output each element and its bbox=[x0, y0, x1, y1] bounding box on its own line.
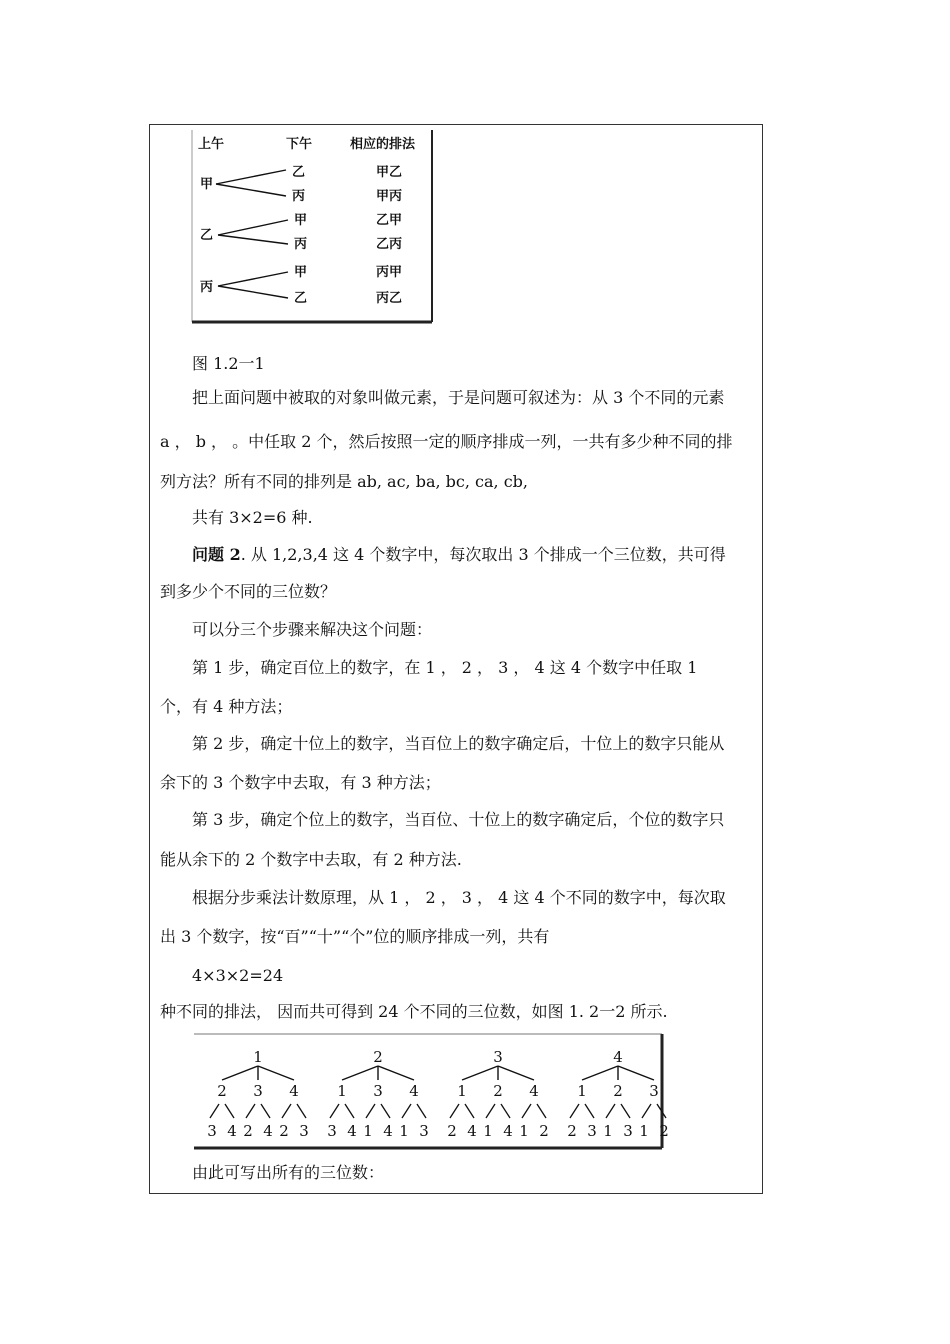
result-label: 甲乙 bbox=[376, 165, 403, 180]
tree-leaf-branch bbox=[225, 1104, 234, 1118]
tree-mid-node: 2 bbox=[217, 1082, 227, 1100]
tree-branch bbox=[222, 1066, 258, 1080]
tree-leaf-branch bbox=[366, 1104, 375, 1118]
tree-leaf: 4 bbox=[347, 1122, 357, 1140]
tree-leaf-branch bbox=[522, 1104, 531, 1118]
tree-mid-node: 1 bbox=[577, 1082, 587, 1100]
tree-leaf: 3 bbox=[299, 1122, 309, 1140]
paragraph-line: 出 3 个数字，按“百”“十”“个”位的顺序排成一列，共有 bbox=[160, 927, 550, 946]
step-1-line: 第 1 步，确定百位上的数字，在 1 ， 2 ， 3 ， 4 这 4 个数字中任取 1 bbox=[192, 658, 698, 677]
leaf-label: 丙 bbox=[294, 237, 308, 252]
tree-leaf-branch bbox=[261, 1104, 270, 1118]
step-2-line: 余下的 3 个数字中去取，有 3 种方法； bbox=[160, 773, 441, 792]
figure-1-tree-diagram bbox=[190, 126, 434, 326]
tree-leaf-branch bbox=[345, 1104, 354, 1118]
paragraph-line: a ， b ， 。中任取 2 个，然后按照一定的顺序排成一列，一共有多少种不同的排 bbox=[160, 432, 733, 451]
tree-root: 2 bbox=[373, 1048, 383, 1066]
tree-mid-node: 4 bbox=[409, 1082, 419, 1100]
tree-mid-node: 3 bbox=[373, 1082, 383, 1100]
paragraph-line: 可以分三个步骤来解决这个问题： bbox=[192, 620, 433, 639]
tree-leaf-branch bbox=[465, 1104, 474, 1118]
leaf-label: 乙 bbox=[294, 291, 308, 306]
paragraph-line: 由此可写出所有的三位数： bbox=[192, 1163, 385, 1182]
tree-leaf-branch bbox=[282, 1104, 291, 1118]
tree-branch bbox=[582, 1066, 618, 1080]
root-label: 丙 bbox=[200, 280, 214, 295]
tree-mid-node: 2 bbox=[493, 1082, 503, 1100]
tree-branch bbox=[498, 1066, 534, 1080]
step-3-line: 第 3 步，确定个位上的数字，当百位、十位上的数字确定后，个位的数字只 bbox=[192, 810, 725, 829]
tree-leaf-branch bbox=[381, 1104, 390, 1118]
step-2-line: 第 2 步，确定十位上的数字，当百位上的数字确定后，十位上的数字只能从 bbox=[192, 734, 725, 753]
header-arrangement: 相应的排法 bbox=[350, 137, 416, 152]
tree-leaf: 1 bbox=[603, 1122, 613, 1140]
tree-mid-node: 3 bbox=[649, 1082, 659, 1100]
question-2-line bbox=[192, 545, 726, 565]
paragraph-line: 到多少个不同的三位数？ bbox=[160, 582, 337, 601]
tree-leaf: 3 bbox=[587, 1122, 597, 1140]
tree-mid-node: 2 bbox=[613, 1082, 623, 1100]
tree-leaf: 3 bbox=[623, 1122, 633, 1140]
result-label: 丙乙 bbox=[376, 291, 403, 306]
tree-leaf: 1 bbox=[363, 1122, 373, 1140]
result-label: 乙丙 bbox=[376, 237, 403, 252]
tree-leaf-branch bbox=[501, 1104, 510, 1118]
step-1-line: 个，有 4 种方法； bbox=[160, 697, 293, 716]
tree-root: 3 bbox=[493, 1048, 503, 1066]
figure-1-svg bbox=[190, 126, 434, 326]
result-label: 乙甲 bbox=[376, 213, 403, 228]
tree-leaf: 3 bbox=[207, 1122, 217, 1140]
header-morning: 上午 bbox=[198, 137, 225, 152]
paragraph-line: 根据分步乘法计数原理，从 1 ， 2 ， 3 ， 4 这 4 个不同的数字中，每次取 bbox=[192, 888, 726, 907]
root-label: 甲 bbox=[200, 177, 214, 192]
tree-leaf-branch bbox=[402, 1104, 411, 1118]
tree-leaf-branch bbox=[486, 1104, 495, 1118]
figure-1-caption: 图 1.2一1 bbox=[192, 354, 265, 373]
paragraph-line: 共有 3×2=6 种. bbox=[192, 508, 313, 527]
tree-leaf: 1 bbox=[399, 1122, 409, 1140]
formula: 4×3×2=24 bbox=[192, 966, 284, 985]
tree-leaf-branch bbox=[585, 1104, 594, 1118]
tree-root: 1 bbox=[253, 1048, 263, 1066]
leaf-label: 甲 bbox=[294, 213, 308, 228]
tree-branch bbox=[342, 1066, 378, 1080]
tree-leaf-branch bbox=[642, 1104, 651, 1118]
leaf-label: 丙 bbox=[292, 189, 306, 204]
tree-branch bbox=[462, 1066, 498, 1080]
question-2-label: 问题 2 bbox=[192, 545, 241, 564]
tree-mid-node: 1 bbox=[457, 1082, 467, 1100]
tree-leaf-branch bbox=[570, 1104, 579, 1118]
tree-leaf: 1 bbox=[639, 1122, 649, 1140]
tree-leaf-branch bbox=[210, 1104, 219, 1118]
result-label: 丙甲 bbox=[376, 265, 403, 280]
tree-mid-node: 1 bbox=[337, 1082, 347, 1100]
tree-leaf: 2 bbox=[447, 1122, 457, 1140]
tree-leaf: 2 bbox=[279, 1122, 289, 1140]
tree-root: 4 bbox=[613, 1048, 623, 1066]
header-afternoon: 下午 bbox=[286, 137, 313, 152]
tree-leaf: 2 bbox=[243, 1122, 253, 1140]
tree-leaf-branch bbox=[417, 1104, 426, 1118]
tree-branch bbox=[258, 1066, 294, 1080]
figure-2-number-trees bbox=[192, 1032, 669, 1152]
tree-leaf-branch bbox=[330, 1104, 339, 1118]
tree-leaf: 4 bbox=[467, 1122, 477, 1140]
figure-2-svg bbox=[192, 1032, 669, 1152]
tree-leaf-branch bbox=[450, 1104, 459, 1118]
tree-branch bbox=[618, 1066, 654, 1080]
tree-leaf-branch bbox=[606, 1104, 615, 1118]
tree-leaf: 4 bbox=[263, 1122, 273, 1140]
tree-leaf: 1 bbox=[519, 1122, 529, 1140]
tree-leaf: 1 bbox=[483, 1122, 493, 1140]
step-3-line: 能从余下的 2 个数字中去取，有 2 种方法. bbox=[160, 850, 462, 869]
tree-mid-node: 3 bbox=[253, 1082, 263, 1100]
question-2-text: . 从 1,2,3,4 这 4 个数字中，每次取出 3 个排成一个三位数，共可得 bbox=[240, 545, 726, 564]
tree-leaf: 3 bbox=[327, 1122, 337, 1140]
tree-mid-node: 4 bbox=[529, 1082, 539, 1100]
leaf-label: 乙 bbox=[292, 165, 306, 180]
tree-leaf: 4 bbox=[227, 1122, 237, 1140]
tree-leaf-branch bbox=[537, 1104, 546, 1118]
paragraph-line: 把上面问题中被取的对象叫做元素，于是问题可叙述为：从 3 个不同的元素 bbox=[192, 388, 725, 407]
tree-leaf: 2 bbox=[659, 1122, 669, 1140]
tree-leaf-branch bbox=[246, 1104, 255, 1118]
tree-leaf: 2 bbox=[539, 1122, 549, 1140]
result-label: 甲丙 bbox=[376, 189, 403, 204]
tree-leaf-branch bbox=[297, 1104, 306, 1118]
tree-leaf: 2 bbox=[567, 1122, 577, 1140]
paragraph-line: 种不同的排法， 因而共可得到 24 个不同的三位数，如图 1. 2一2 所示. bbox=[160, 1002, 668, 1021]
root-label: 乙 bbox=[200, 228, 214, 243]
tree-leaf: 4 bbox=[503, 1122, 513, 1140]
tree-branch bbox=[378, 1066, 414, 1080]
leaf-label: 甲 bbox=[294, 265, 308, 280]
tree-leaf-branch bbox=[621, 1104, 630, 1118]
tree-mid-node: 4 bbox=[289, 1082, 299, 1100]
paragraph-line: 列方法？所有不同的排列是 ab, ac, ba, bc, ca, cb, bbox=[160, 472, 529, 491]
tree-leaf: 3 bbox=[419, 1122, 429, 1140]
tree-leaf: 4 bbox=[383, 1122, 393, 1140]
